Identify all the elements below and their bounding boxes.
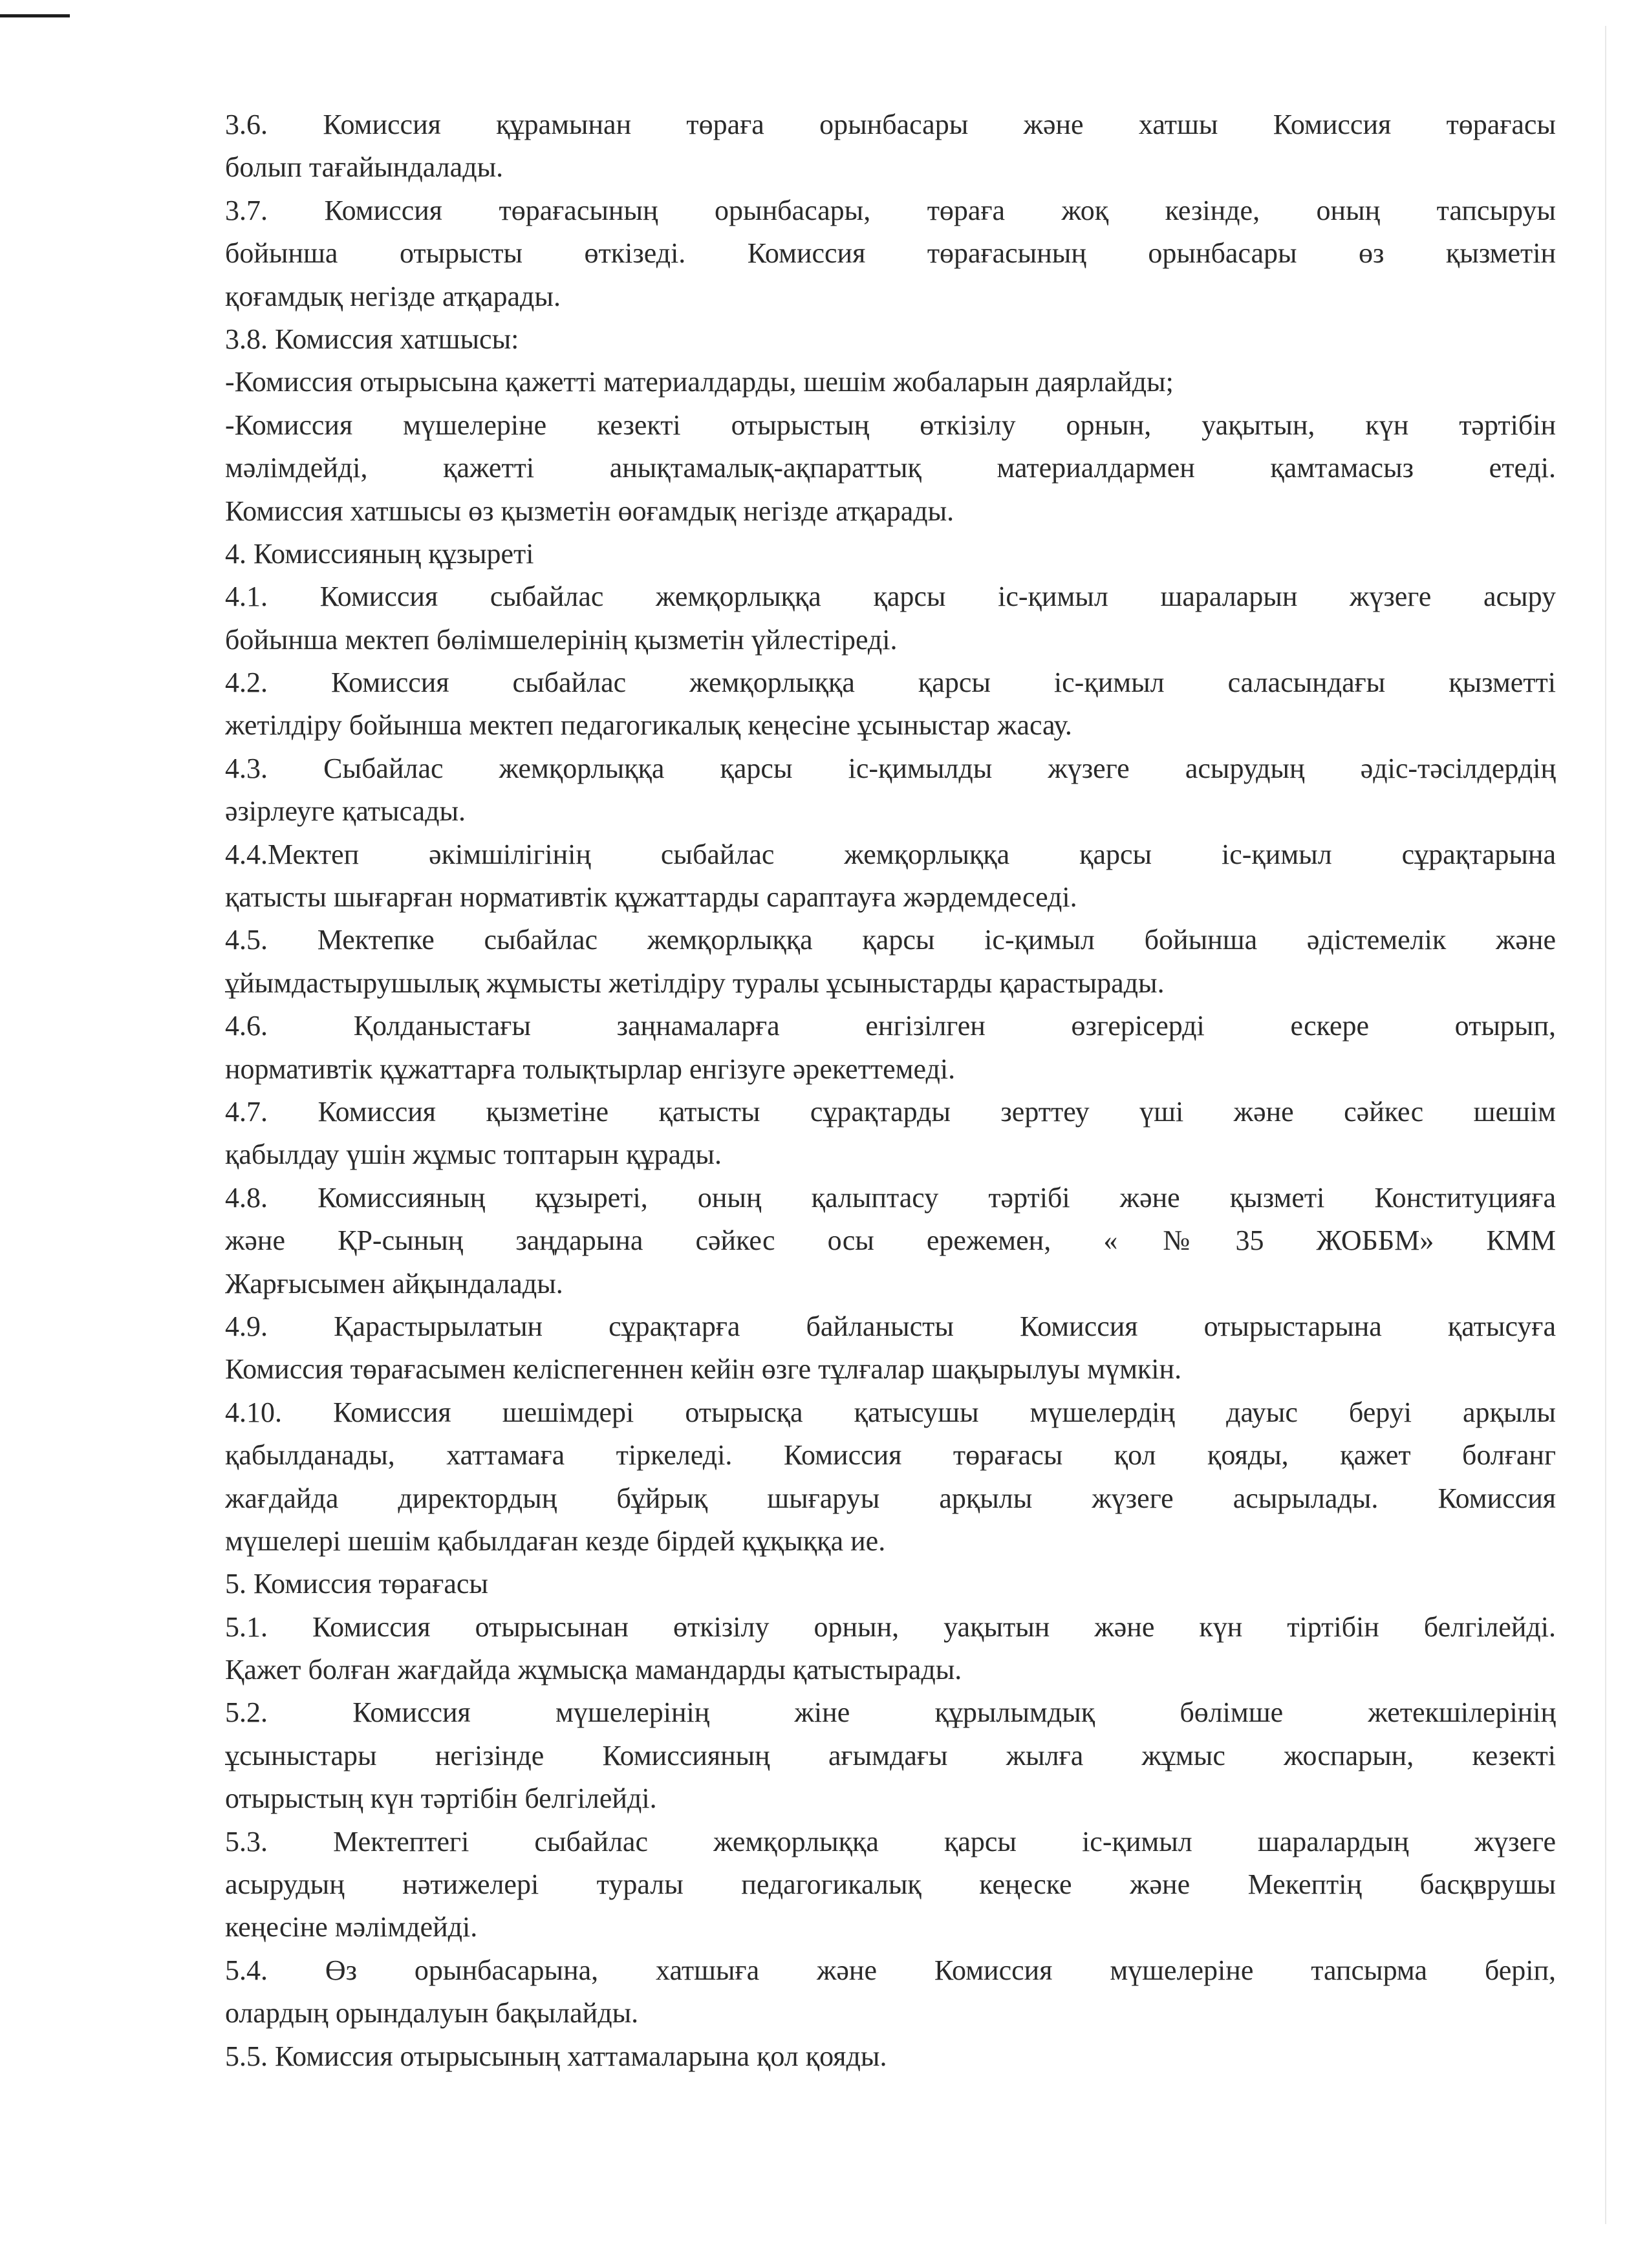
text-line: 5.1. Комиссия отырысынан өткізілу орнын, уақытын және күн тіртібін белгілейді. xyxy=(225,1610,1556,1643)
text-line: жағдайда директордың бұйрық шығаруы арқылы жүзеге асырылады. Комиссия xyxy=(225,1482,1556,1514)
text-line: отырыстың күн тәртібін белгілейді. xyxy=(225,1782,657,1815)
text-line: 4.9. Қарастырылатын сұрақтарға байланысты Комиссия отырыстарына қатысуға xyxy=(225,1310,1556,1342)
text-line: ұсыныстары негізінде Комиссияның ағымдағы жылға жұмыс жоспарын, кезекті xyxy=(225,1739,1556,1771)
text-line: 5.3. Мектептегі сыбайлас жемқорлыққа қарсы іс-қимыл шаралардың жүзеге xyxy=(225,1825,1556,1857)
text-line: жетілдіру бойынша мектеп педагогикалық кеңесіне ұсыныстар жасау. xyxy=(225,709,1072,742)
text-line: 3.7. Комиссия төрағасының орынбасары, төраға жоқ кезінде, оның тапсыруы xyxy=(225,194,1556,226)
text-line: 4.4.Мектеп әкімшілігінің сыбайлас жемқорлыққа қарсы іс-қимыл сұрақтарына xyxy=(225,838,1556,870)
text-line: бойынша отырысты өткізеді. Комиссия төрағасының орынбасары өз қызметін xyxy=(225,237,1556,270)
text-line: 4.6. Қолданыстағы заңнамаларға енгізілген өзгерісерді ескере отырып, xyxy=(225,1010,1556,1042)
text-line: және ҚР-сының заңдарына сәйкес осы ережемен, «№35 ЖОББМ» КММ xyxy=(225,1225,1556,1257)
text-line: олардың орындалуын бақылайды. xyxy=(225,1997,639,2029)
text-line: 3.6. Комиссия құрамынан төраға орынбасары және хатшы Комиссия төрағасы xyxy=(225,109,1556,140)
text-line: 4.10. Комиссия шешімдері отырысқа қатысушы мүшелердің дауыс беруі арқылы xyxy=(225,1396,1556,1428)
scan-edge-shadow xyxy=(1605,26,1606,2224)
text-line: 5.2. Комиссия мүшелерінің жіне құрылымдық бөлімше жетекшілерінің xyxy=(225,1696,1556,1729)
text-line: -Комиссия мүшелеріне кезекті отырыстың өткізілу орнын, уақытын, күн тәртібін xyxy=(225,409,1556,441)
scan-edge-mark xyxy=(0,14,70,17)
text-line: 4.1. Комиссия сыбайлас жемқорлыққа қарсы іс-қимыл шараларын жүзеге асыру xyxy=(225,581,1556,613)
text-line: 3.8. Комиссия хатшысы: xyxy=(225,323,519,355)
text-line: -Комиссия отырысына қажетті материалдарды, шешім жобаларын даярлайды; xyxy=(225,366,1174,398)
text-line: болып тағайындалады. xyxy=(225,151,504,184)
text-line: ұйымдастырушылық жұмысты жетілдіру туралы ұсыныстарды қарастырады. xyxy=(225,967,1165,999)
text-line: Жарғысымен айқындалады. xyxy=(225,1267,563,1300)
text-line: асырудың нәтижелері туралы педагогикалық кеңеске және Мекептің басқврушы xyxy=(225,1868,1556,1901)
text-line: мүшелері шешім қабылдаған кезде бірдей құқыққа ие. xyxy=(225,1524,886,1557)
text-line: 4.8. Комиссияның құзыреті, оның қалыптасу тәртібі және қызметі Конституцияға xyxy=(225,1181,1556,1214)
text-line: 4.3. Сыбайлас жемқорлыққа қарсы іс-қимылды жүзеге асырудың әдіс-тәсілдердің xyxy=(225,752,1556,784)
text-line: мәлімдейді, қажетті анықтамалық-ақпараттық материалдармен қамтамасыз етеді. xyxy=(225,452,1556,484)
text-line: Қажет болған жағдайда жұмысқа мамандарды қатыстырады. xyxy=(225,1654,962,1686)
text-line: қатысты шығарған нормативтік құжаттарды сараптауға жәрдемдеседі. xyxy=(225,881,1077,914)
text-line: қоғамдық негізде атқарады. xyxy=(225,280,561,312)
text-line: 5.4. Өз орынбасарына, хатшыға және Комиссия мүшелеріне тапсырма беріп, xyxy=(225,1954,1556,1986)
text-line: Комиссия хатшысы өз қызметін өоғамдық негізде атқарады. xyxy=(225,495,954,527)
text-line: 5. Комиссия төрағасы xyxy=(225,1568,488,1600)
text-line: 4. Комиссияның құзыреті xyxy=(225,537,534,570)
text-line: қабылданады, хаттамаға тіркеледі. Комиссия төрағасы қол қояды, қажет болғанг xyxy=(225,1439,1556,1471)
text-line: 4.2. Комиссия сыбайлас жемқорлыққа қарсы іс-қимыл саласындағы қызметті xyxy=(225,667,1556,699)
text-line: Комиссия төрағасымен келіспегеннен кейін өзге тұлғалар шақырылуы мүмкін. xyxy=(225,1353,1182,1385)
text-line: нормативтік құжаттарға толықтырлар енгізуге әрекеттемеді. xyxy=(225,1053,956,1085)
text-line: қабылдау үшін жұмыс топтарын құрады. xyxy=(225,1139,722,1171)
text-line: әзірлеуге қатысады. xyxy=(225,795,466,828)
text-line: 4.5. Мектепке сыбайлас жемқорлыққа қарсы іс-қимыл бойынша әдістемелік және xyxy=(225,924,1556,956)
document-body xyxy=(225,103,1556,2078)
text-line: 5.5. Комиссия отырысының хаттамаларына қол қояды. xyxy=(225,2040,887,2072)
text-line: бойынша мектеп бөлімшелерінің қызметін үйлестіреді. xyxy=(225,623,898,656)
text-line: 4.7. Комиссия қызметіне қатысты сұрақтарды зерттеу үші және сәйкес шешім xyxy=(225,1095,1556,1128)
text-line: кеңесіне мәлімдейді. xyxy=(225,1911,478,1943)
